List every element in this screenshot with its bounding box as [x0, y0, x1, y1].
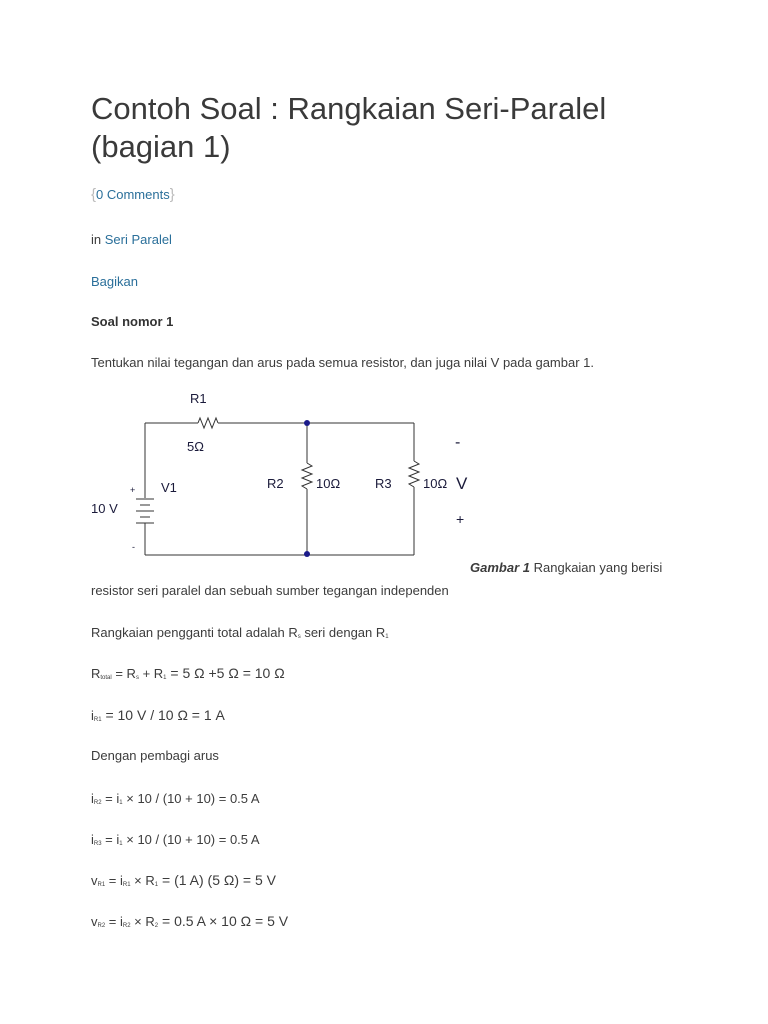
page-title: Contoh Soal : Rangkaian Seri-Paralel (bagian 1): [91, 91, 607, 164]
vr1-equation: $v_{R1} = i_{R1} \times R_1 = (1$ A) (5 Ω) = 5 V: [91, 872, 276, 888]
v1-label: V1: [161, 480, 177, 495]
v-out-label: V: [456, 474, 468, 493]
figure-caption: [470, 560, 662, 575]
r2-value: 10Ω: [316, 476, 341, 491]
battery-minus: -: [132, 542, 135, 552]
r3-label: R3: [375, 476, 392, 491]
comments-link[interactable]: [91, 186, 175, 203]
ir2-equation: $i_{R2} = i_1 \times 10 / (10 + 10) = 0.5$ A: [91, 791, 260, 806]
left-brace-icon: {: [91, 186, 97, 203]
node-top-dot: [304, 420, 310, 426]
resistor-r1-icon: [198, 418, 218, 428]
share-link[interactable]: Bagikan: [91, 274, 138, 289]
category-link[interactable]: Seri Paralel: [104, 232, 172, 247]
problem-text: Tentukan nilai tegangan dan arus pada semua resistor, dan juga nilai V pada gambar 1.: [91, 355, 595, 370]
caption-text: Rangkaian yang berisi: [533, 560, 663, 575]
right-brace-icon: }: [169, 186, 175, 203]
source-value: 10 V: [91, 501, 118, 516]
battery-plus: +: [130, 485, 136, 495]
vr2-equation: $v_{R2} = i_{R2} \times R_2 = 0.5$ A × 10 Ω = 5 V: [91, 913, 289, 929]
v-plus: +: [456, 511, 465, 527]
node-bottom-dot: [304, 551, 310, 557]
caption-continuation: resistor seri paralel dan sebuah sumber tegangan independen: [91, 583, 449, 598]
ir3-equation: $i_{R3} = i_1 \times 10 / (10 + 10) = 0.5$ A: [91, 832, 260, 847]
resistor-r2-icon: [302, 463, 312, 489]
ir1-equation: $i_{R1} = 10$ V / 10 Ω = 1 A: [91, 707, 225, 723]
r3-value: 10Ω: [423, 476, 448, 491]
r1-value: 5Ω: [187, 439, 204, 454]
r1-label: R1: [190, 391, 207, 406]
v-minus: -: [455, 434, 461, 451]
r2-label: R2: [267, 476, 284, 491]
comments-label[interactable]: 0 Comments: [96, 187, 170, 202]
category-prefix: in: [91, 232, 102, 247]
rtotal-equation: $R_{total} = R_s + R_1 = 5$ Ω +5 Ω = 10 Ω: [91, 665, 285, 681]
category-line: [91, 232, 172, 247]
section-heading: Soal nomor 1: [91, 314, 174, 329]
total-circuit-line: Rangkaian pengganti total adalah $R_s$ seri dengan $R_1$: [91, 625, 389, 640]
circuit-diagram: [86, 385, 486, 570]
battery-icon: [136, 499, 154, 523]
resistor-r3-icon: [409, 461, 419, 487]
divider-text: Dengan pembagi arus: [91, 748, 219, 763]
caption-label: Gambar 1: [470, 560, 530, 575]
